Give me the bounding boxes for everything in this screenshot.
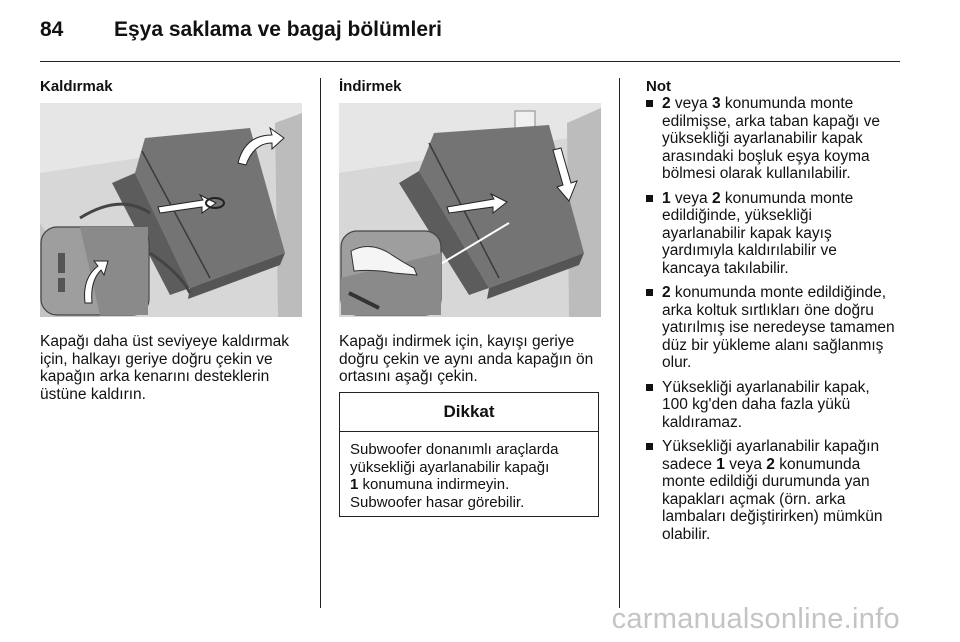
text-line: edildiğinde, yüksekliği [662,207,812,224]
text-line: Yüksekliği ayarlanabilir kapak, [662,378,870,396]
text-line: kapağın arka kenarını desteklerin [40,368,270,385]
note-item [646,95,916,183]
warning-box [339,392,599,517]
position-number: 2 [662,284,671,301]
text-line: lambaları değiştirirken) mümkün [662,508,883,525]
header-rule [40,61,900,62]
watermark: carmanualsonline.info [611,603,900,635]
text-line: yüksekliği ayarlanabilir kapak [662,130,863,147]
warning-body [340,432,598,511]
note-item [646,438,916,543]
text-line: monte edildiği durumunda yan [662,473,870,490]
text-line: 2 veya 3 konumunda monte [662,95,854,112]
note-label: Not [646,78,671,95]
text-line: kaldıramaz. [662,413,743,431]
square-bullet-icon [646,289,653,296]
note-list [646,95,916,550]
position-number: 1 [662,189,671,207]
text-line: sadece 1 veya 2 konumunda [662,455,861,473]
text-line: için, halkayı geriye doğru çekin ve [40,350,273,368]
text-line: yardımıyla kaldırılabilir ve [662,242,837,259]
text-line: ayarlanabilir kapak kayış [662,224,832,242]
lower-paragraph [339,333,593,386]
square-bullet-icon [646,443,653,450]
text-line: doğru çekin ve aynı anda kapağın ön [339,350,594,368]
page-number: 84 [40,18,64,41]
text-line: olabilir. [662,525,711,543]
lower-illustration [339,103,601,317]
square-bullet-icon [646,100,653,107]
text-line: edilmişse, arka taban kapağı ve [662,112,880,130]
position-number: 2 [662,95,671,112]
text-line: ortasını aşağı çekin. [339,368,478,385]
text-line: Subwoofer donanımlı araçlarda [350,441,559,458]
text-line: yatırılmış ise neredeyse tamamen [662,319,895,336]
warning-title: Dikkat [340,393,598,432]
text-line: Kapağı indirmek için, kayışı geriye [339,333,575,350]
page-title: Eşya saklama ve bagaj bölümleri [114,18,443,41]
text-line: 100 kg'den daha fazla yükü [662,396,851,413]
text-line: yüksekliği ayarlanabilir kapağı [350,458,550,476]
square-bullet-icon [646,384,653,391]
text-line: kancaya takılabilir. [662,259,789,277]
note-item [646,284,916,372]
section-heading-lower: İndirmek [339,78,402,95]
square-bullet-icon [646,195,653,202]
text-line: bölmesi olarak kullanılabilir. [662,165,851,182]
text-line: 1 veya 2 konumunda monte [662,189,854,207]
text-line: kapakları açmak (örn. arka [662,490,846,508]
text-line: Yüksekliği ayarlanabilir kapağın [662,438,880,455]
position-number: 3 [711,95,721,112]
note-item [646,379,916,432]
text-line: Subwoofer hasar görebilir. [350,493,525,511]
text-line: düz bir yükleme alanı sağlanmış [662,336,884,354]
text-line: 2 konumunda monte edildiğinde, [662,284,887,301]
text-line: 1 konumuna indirmeyin. [350,476,510,493]
text-line: arka koltuk sırtlıkları öne doğru [662,301,874,319]
position-number: 2 [711,189,721,207]
position-number: 1 [350,476,359,493]
raise-illustration [40,103,302,317]
text-line: Kapağı daha üst seviyeye kaldırmak [40,333,289,350]
text-line: üstüne kaldırın. [40,385,146,403]
position-number: 1 [716,455,725,473]
raise-paragraph [40,333,289,403]
section-heading-raise: Kaldırmak [40,78,113,95]
text-line: arasındaki boşluk eşya koyma [662,147,870,165]
note-item [646,190,916,278]
column-divider [320,78,321,608]
position-number: 2 [766,455,775,473]
text-line: olur. [662,354,692,371]
column-divider [619,78,620,608]
